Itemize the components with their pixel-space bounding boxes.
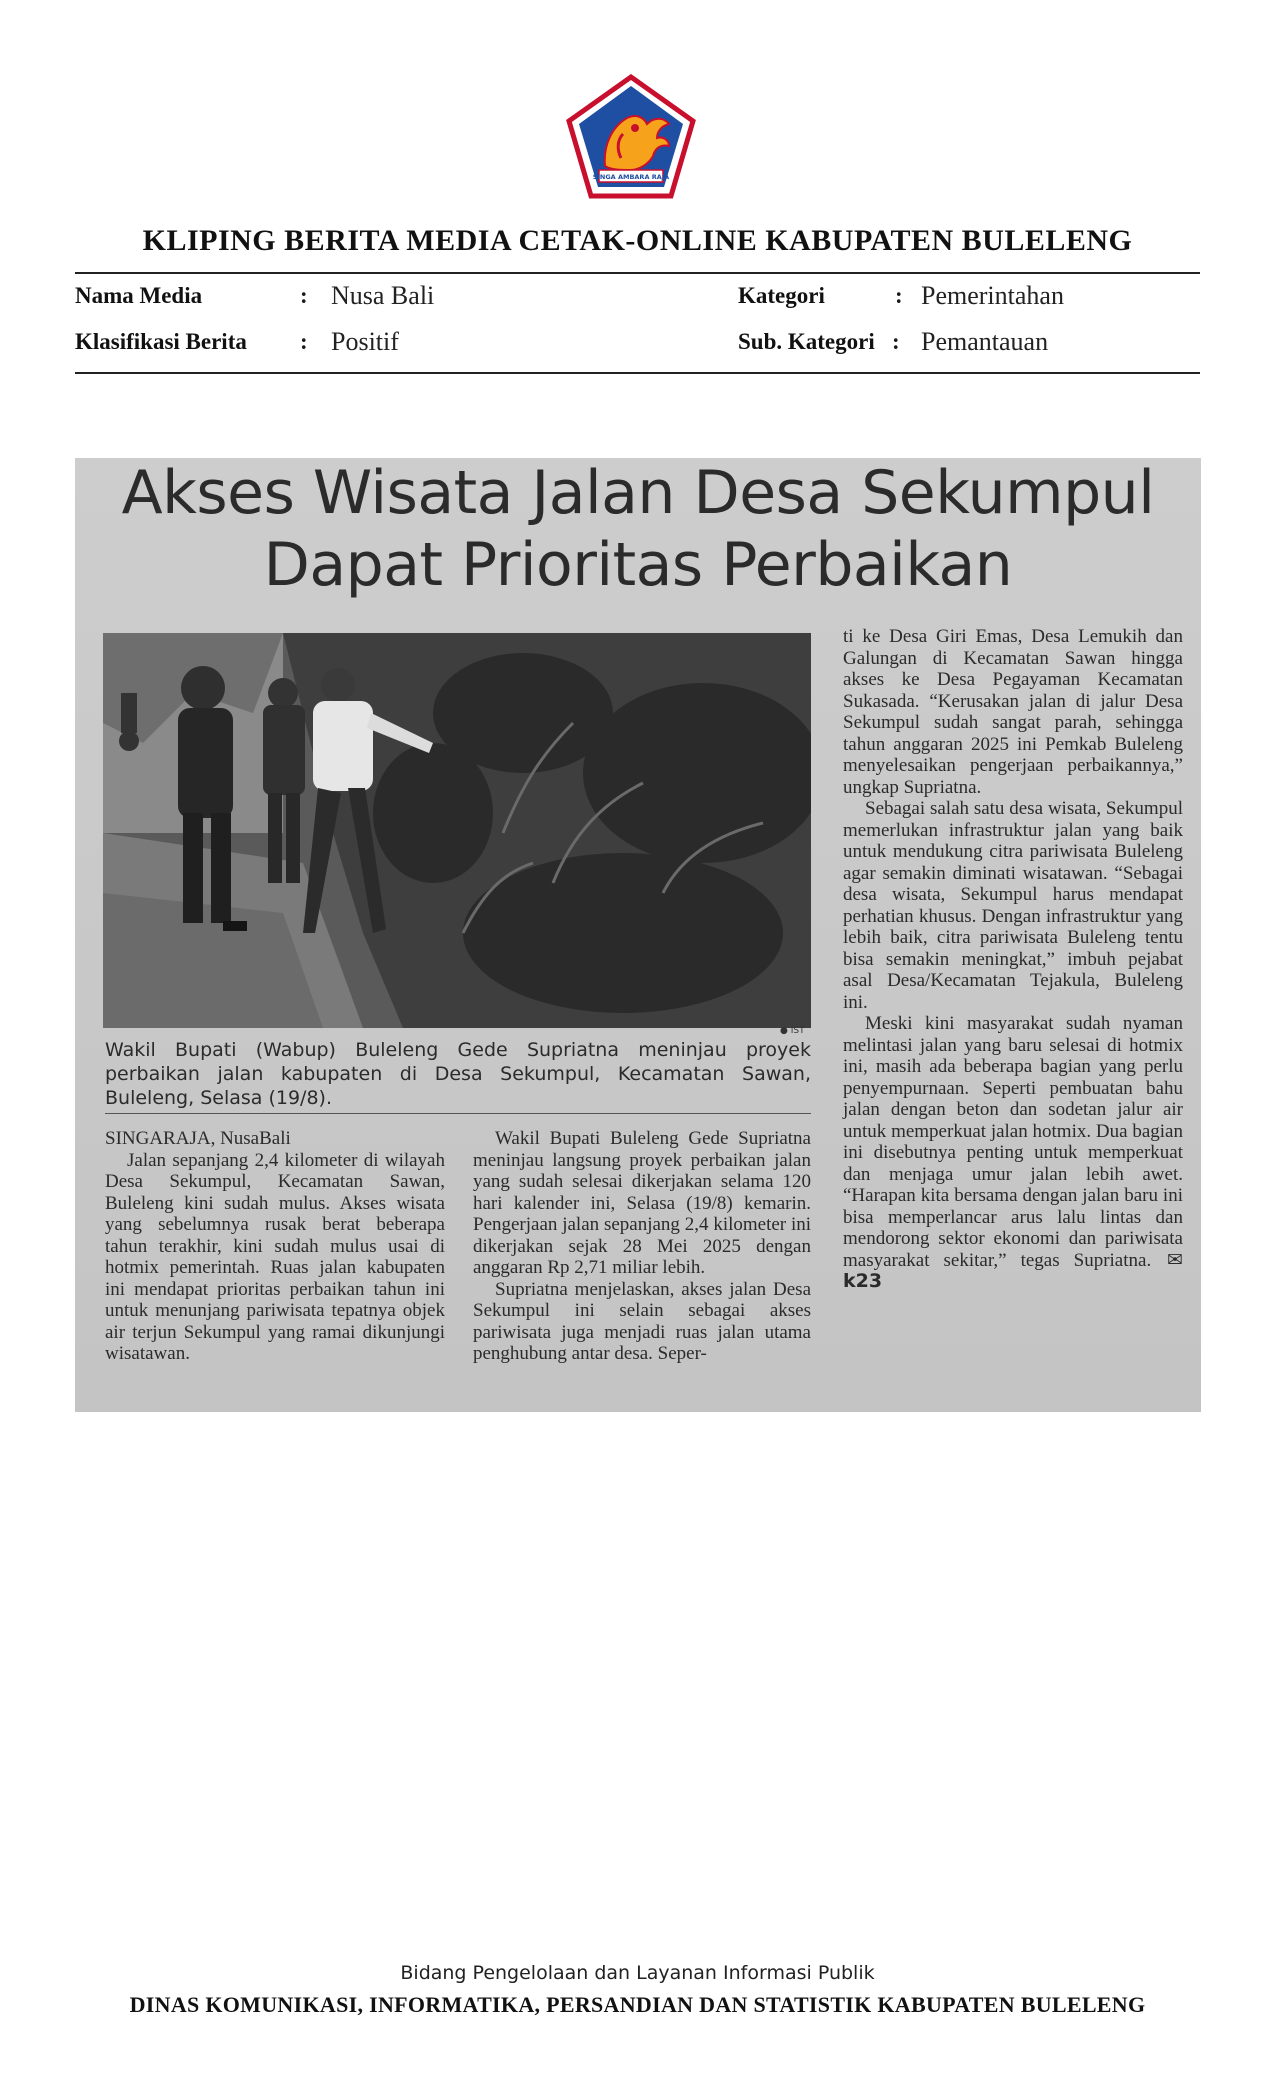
article-photo [103, 633, 811, 1028]
subkategori-colon: : [892, 329, 900, 354]
photo-caption: Wakil Bupati (Wabup) Buleleng Gede Supriatna meninjau proyek perbaikan jalan kabupaten di Desa Sekumpul, Kecamatan Sawan, Buleleng, Selasa (19/8). [105, 1039, 811, 1109]
headline-line-2: Dapat Prioritas Perbaikan [263, 530, 1013, 600]
klasifikasi-colon: : [300, 329, 308, 354]
article-paragraph: ti ke Desa Giri Emas, Desa Lemukih dan Galungan di Kecamatan Sawan hingga akses ke Desa Pegayaman Kecamatan Sukasada. “Kerusakan jalan di jalur Desa Sekumpul sudah sangat parah, sehingga tahun anggaran 2025 ini Pemkab Buleleng menyelesaikan pengerjaan perbaikannya,” ungkap Supriatna. [843, 626, 1183, 798]
footer-title: DINAS KOMUNIKASI, INFORMATIKA, PERSANDIAN DAN STATISTIK KABUPATEN BULELENG [129, 1992, 1146, 2017]
kategori-value: Pemerintahan [921, 281, 1064, 310]
clipping-title: KLIPING BERITA MEDIA CETAK-ONLINE KABUPATEN BULELENG [142, 224, 1133, 257]
kategori-colon: : [895, 283, 903, 308]
media-colon: : [300, 283, 308, 308]
article-column-1 [105, 1128, 445, 1365]
article-column-2 [473, 1128, 811, 1365]
subkategori-label: Sub. Kategori [738, 329, 875, 354]
kabupaten-buleleng-logo [565, 74, 697, 200]
media-label: Nama Media [75, 283, 203, 308]
photo-credit: ● IST [780, 1026, 805, 1036]
klasifikasi-value: Positif [331, 327, 399, 356]
article-paragraph: Supriatna menjelaskan, akses jalan Desa Sekumpul ini selain sebagai akses pariwisata juga menjadi ruas jalan utama penghubung antar desa. Seper- [473, 1278, 811, 1364]
subkategori-value: Pemantauan [921, 327, 1049, 356]
klasifikasi-label: Klasifikasi Berita [75, 329, 247, 354]
kategori-label: Kategori [738, 283, 825, 308]
headline-line-1: Akses Wisata Jalan Desa Sekumpul [121, 458, 1155, 528]
header-top-rule [75, 272, 1200, 274]
footer-subtitle: Bidang Pengelolaan dan Layanan Informasi Publik [400, 1962, 875, 1984]
article-paragraph: Jalan sepanjang 2,4 kilometer di wilayah Desa Sekumpul, Kecamatan Sawan, Buleleng kini sudah mulus. Akses wisata yang sebelumnya rusak berat beberapa tahun terakhir, kini sudah mulus usai di hotmix pemerintah. Ruas jalan kabupaten ini mendapat prioritas perbaikan tahun ini untuk menunjang pariwisata tepatnya objek air terjun Sekumpul yang ramai dikunjungi wisatawan. [105, 1149, 445, 1364]
media-value: Nusa Bali [331, 281, 435, 310]
caption-rule [105, 1113, 811, 1114]
article-closing-text: Meski kini masyarakat sudah nyaman melintasi jalan yang baru selesai di hotmix ini, masih ada beberapa bagian yang perlu penyempurnaan. Seperti pembuatan bahu jalan dengan beton dan sodetan jalur air untuk memperkuat jalan hotmix. Dua bagian ini disebutnya penting untuk memperkuat dan menjaga umur jalan lebih awet. “Harapan kita bersama dengan jalan baru ini bisa memperlancar arus lalu lintas dan mendorong sektor ekonomi dan pariwisata masyarakat sekitar,” tegas Supriatna. [843, 1013, 1183, 1271]
article-paragraph: Wakil Bupati Buleleng Gede Supriatna meninjau langsung proyek perbaikan jalan yang sudah selesai dikerjakan selama 120 hari kalender ini, Selasa (19/8) kemarin. Pengerjaan jalan sepanjang 2,4 kilometer ini dikerjakan sejak 28 Mei 2025 dengan anggaran Rp 2,71 miliar lebih. [473, 1128, 811, 1278]
header-bottom-rule [75, 372, 1200, 374]
article-paragraph [843, 1013, 1183, 1293]
logo-motto: SINGA AMBARA RAJA [592, 173, 670, 181]
article-paragraph: Sebagai salah satu desa wisata, Sekumpul memerlukan infrastruktur jalan yang baik untuk mendukung citra pariwisata Buleleng agar semakin diminati wisatawan. “Sebagai desa wisata, Sekumpul harus mendapat perhatian khusus. Dengan infrastruktur yang lebih baik, citra pariwisata Buleleng tentu bisa semakin meningkat,” imbuh pejabat asal Desa/Kecamatan Tejakula, Buleleng ini. [843, 798, 1183, 1013]
newspaper-clipping [75, 458, 1201, 1412]
article-column-3 [843, 626, 1183, 1293]
author-code: ✉ k23 [843, 1248, 1183, 1292]
article-dateline: SINGARAJA, NusaBali [105, 1128, 291, 1149]
